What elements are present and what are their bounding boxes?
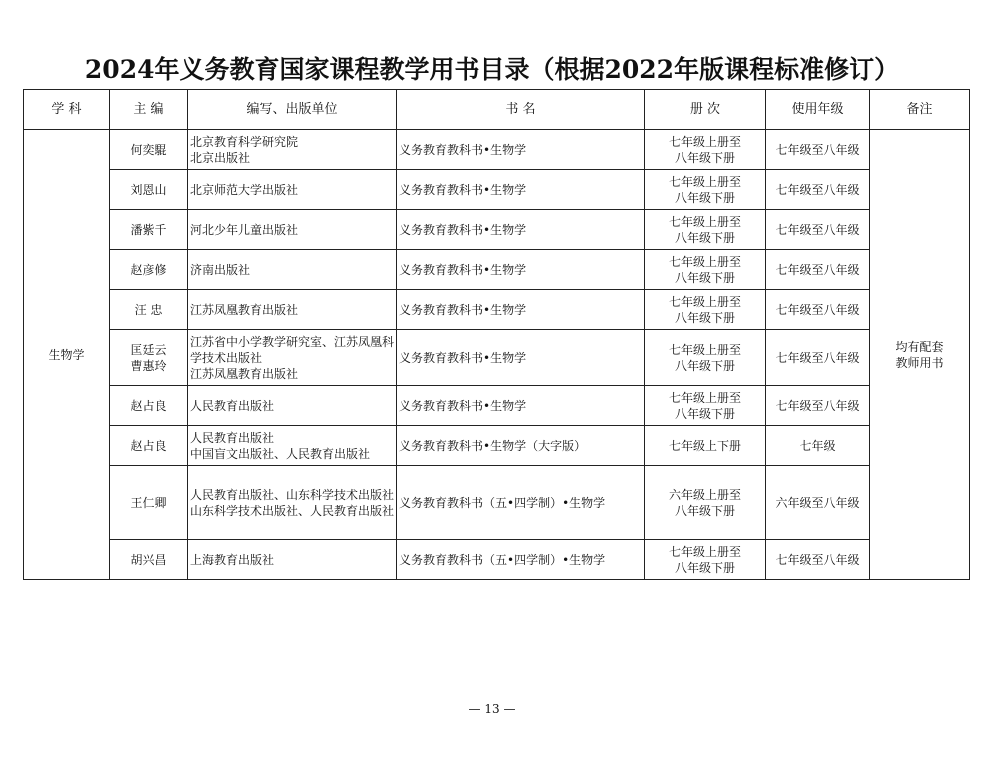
grade-cell: 七年级: [766, 426, 870, 466]
table-row: [24, 210, 970, 250]
header-editor: 主 编: [110, 90, 188, 130]
volumes-line: 七年级上下册: [668, 438, 741, 453]
volumes-cell: [645, 170, 766, 210]
publisher-line: 山东科学技术出版社、人民教育出版社: [190, 503, 395, 518]
volumes-cell: [645, 130, 766, 170]
editor-cell: [110, 466, 188, 540]
table-row: [24, 290, 970, 330]
publisher-cell: [188, 386, 397, 426]
table-row: [24, 130, 970, 170]
grade-cell: 六年级至八年级: [766, 466, 870, 540]
editor-name: 何奕騉: [130, 142, 167, 157]
volumes-line: 七年级上册至: [668, 254, 741, 269]
header-subject: 学 科: [24, 90, 110, 130]
editor-name: 汪 忠: [134, 302, 163, 317]
volumes-line: 八年级下册: [674, 406, 735, 421]
publisher-line: 江苏凤凰教育出版社: [190, 302, 299, 317]
table-row: [24, 386, 970, 426]
volumes-line: 八年级下册: [674, 190, 735, 205]
publisher-line: 江苏凤凰教育出版社: [190, 366, 299, 381]
volumes-cell: [645, 540, 766, 580]
volumes-line: 八年级下册: [674, 560, 735, 575]
volumes-line: 八年级下册: [674, 358, 735, 373]
publisher-cell: [188, 290, 397, 330]
volumes-line: 七年级上册至: [668, 214, 741, 229]
editor-name: 刘恩山: [130, 182, 167, 197]
editor-cell: [110, 290, 188, 330]
grade-cell: 七年级至八年级: [766, 170, 870, 210]
book-title-cell: 义务教育教科书•生物学: [397, 210, 645, 250]
volumes-cell: [645, 290, 766, 330]
book-title-cell: 义务教育教科书•生物学: [397, 170, 645, 210]
grade-cell: 七年级至八年级: [766, 290, 870, 330]
publisher-line: 人民教育出版社: [190, 398, 275, 413]
note-cell: 均有配套教师用书: [870, 130, 970, 580]
volumes-cell: [645, 466, 766, 540]
publisher-cell: [188, 426, 397, 466]
editor-cell: [110, 330, 188, 386]
volumes-line: 七年级上册至: [668, 294, 741, 309]
publisher-cell: [188, 170, 397, 210]
volumes-line: 八年级下册: [674, 503, 735, 518]
table-row: [24, 426, 970, 466]
table-row: [24, 466, 970, 540]
volumes-line: 六年级上册至: [668, 487, 741, 502]
book-title-cell: 义务教育教科书（五•四学制）•生物学: [397, 466, 645, 540]
publisher-cell: [188, 540, 397, 580]
document-title: 2024年义务教育国家课程教学用书目录（根据2022年版课程标准修订）: [84, 55, 900, 84]
publisher-cell: [188, 466, 397, 540]
publisher-cell: [188, 250, 397, 290]
table-row: [24, 250, 970, 290]
page-number: — 13 —: [468, 702, 516, 716]
editor-name: 曹惠玲: [130, 358, 167, 373]
publisher-line: 北京教育科学研究院: [190, 134, 299, 149]
editor-cell: [110, 130, 188, 170]
volumes-line: 八年级下册: [674, 310, 735, 325]
book-title-cell: 义务教育教科书（五•四学制）•生物学: [397, 540, 645, 580]
publisher-line: 中国盲文出版社、人民教育出版社: [190, 446, 371, 461]
volumes-line: 八年级下册: [674, 150, 735, 165]
editor-cell: [110, 210, 188, 250]
subject-cell: 生物学: [24, 130, 110, 580]
grade-cell: 七年级至八年级: [766, 540, 870, 580]
volumes-line: 七年级上册至: [668, 134, 741, 149]
header-publisher: 编写、出版单位: [188, 90, 397, 130]
editor-name: 王仁卿: [130, 495, 167, 510]
volumes-cell: [645, 250, 766, 290]
table-row: [24, 170, 970, 210]
header-volumes: 册 次: [645, 90, 766, 130]
volumes-line: 七年级上册至: [668, 342, 741, 357]
editor-name: 潘紫千: [130, 222, 167, 237]
publisher-line: 上海教育出版社: [190, 552, 275, 567]
table-row: [24, 540, 970, 580]
editor-cell: [110, 540, 188, 580]
editor-cell: [110, 426, 188, 466]
editor-cell: [110, 250, 188, 290]
editor-name: 赵占良: [130, 398, 167, 413]
editor-cell: [110, 386, 188, 426]
table-header-row: [24, 90, 970, 130]
volumes-line: 七年级上册至: [668, 390, 741, 405]
publisher-cell: [188, 130, 397, 170]
book-title-cell: 义务教育教科书•生物学: [397, 386, 645, 426]
grade-cell: 七年级至八年级: [766, 250, 870, 290]
publisher-line: 人民教育出版社: [190, 430, 275, 445]
publisher-line: 河北少年儿童出版社: [190, 222, 299, 237]
volumes-line: 八年级下册: [674, 270, 735, 285]
editor-name: 胡兴昌: [130, 552, 167, 567]
publisher-line: 人民教育出版社、山东科学技术出版社: [190, 487, 395, 502]
grade-cell: 七年级至八年级: [766, 130, 870, 170]
header-grade: 使用年级: [766, 90, 870, 130]
catalog-table: [23, 89, 970, 580]
book-title-cell: 义务教育教科书•生物学: [397, 250, 645, 290]
publisher-cell: [188, 330, 397, 386]
table-row: [24, 330, 970, 386]
volumes-cell: [645, 386, 766, 426]
publisher-line: 北京师范大学出版社: [190, 182, 299, 197]
volumes-cell: [645, 210, 766, 250]
volumes-line: 七年级上册至: [668, 174, 741, 189]
publisher-line: 北京出版社: [190, 150, 251, 165]
editor-name: 赵彦修: [130, 262, 167, 277]
book-title-cell: 义务教育教科书•生物学: [397, 130, 645, 170]
header-note: 备注: [870, 90, 970, 130]
book-title-cell: 义务教育教科书•生物学: [397, 290, 645, 330]
grade-cell: 七年级至八年级: [766, 330, 870, 386]
publisher-line: 江苏省中小学教学研究室、江苏凤凰科学技术出版社: [190, 334, 395, 365]
book-title-cell: 义务教育教科书•生物学（大字版）: [397, 426, 645, 466]
publisher-cell: [188, 210, 397, 250]
editor-cell: [110, 170, 188, 210]
grade-cell: 七年级至八年级: [766, 210, 870, 250]
editor-name: 匡廷云: [130, 342, 167, 357]
grade-cell: 七年级至八年级: [766, 386, 870, 426]
volumes-line: 八年级下册: [674, 230, 735, 245]
volumes-cell: [645, 426, 766, 466]
book-title-cell: 义务教育教科书•生物学: [397, 330, 645, 386]
publisher-line: 济南出版社: [190, 262, 251, 277]
editor-name: 赵占良: [130, 438, 167, 453]
volumes-cell: [645, 330, 766, 386]
header-book: 书 名: [397, 90, 645, 130]
volumes-line: 七年级上册至: [668, 544, 741, 559]
